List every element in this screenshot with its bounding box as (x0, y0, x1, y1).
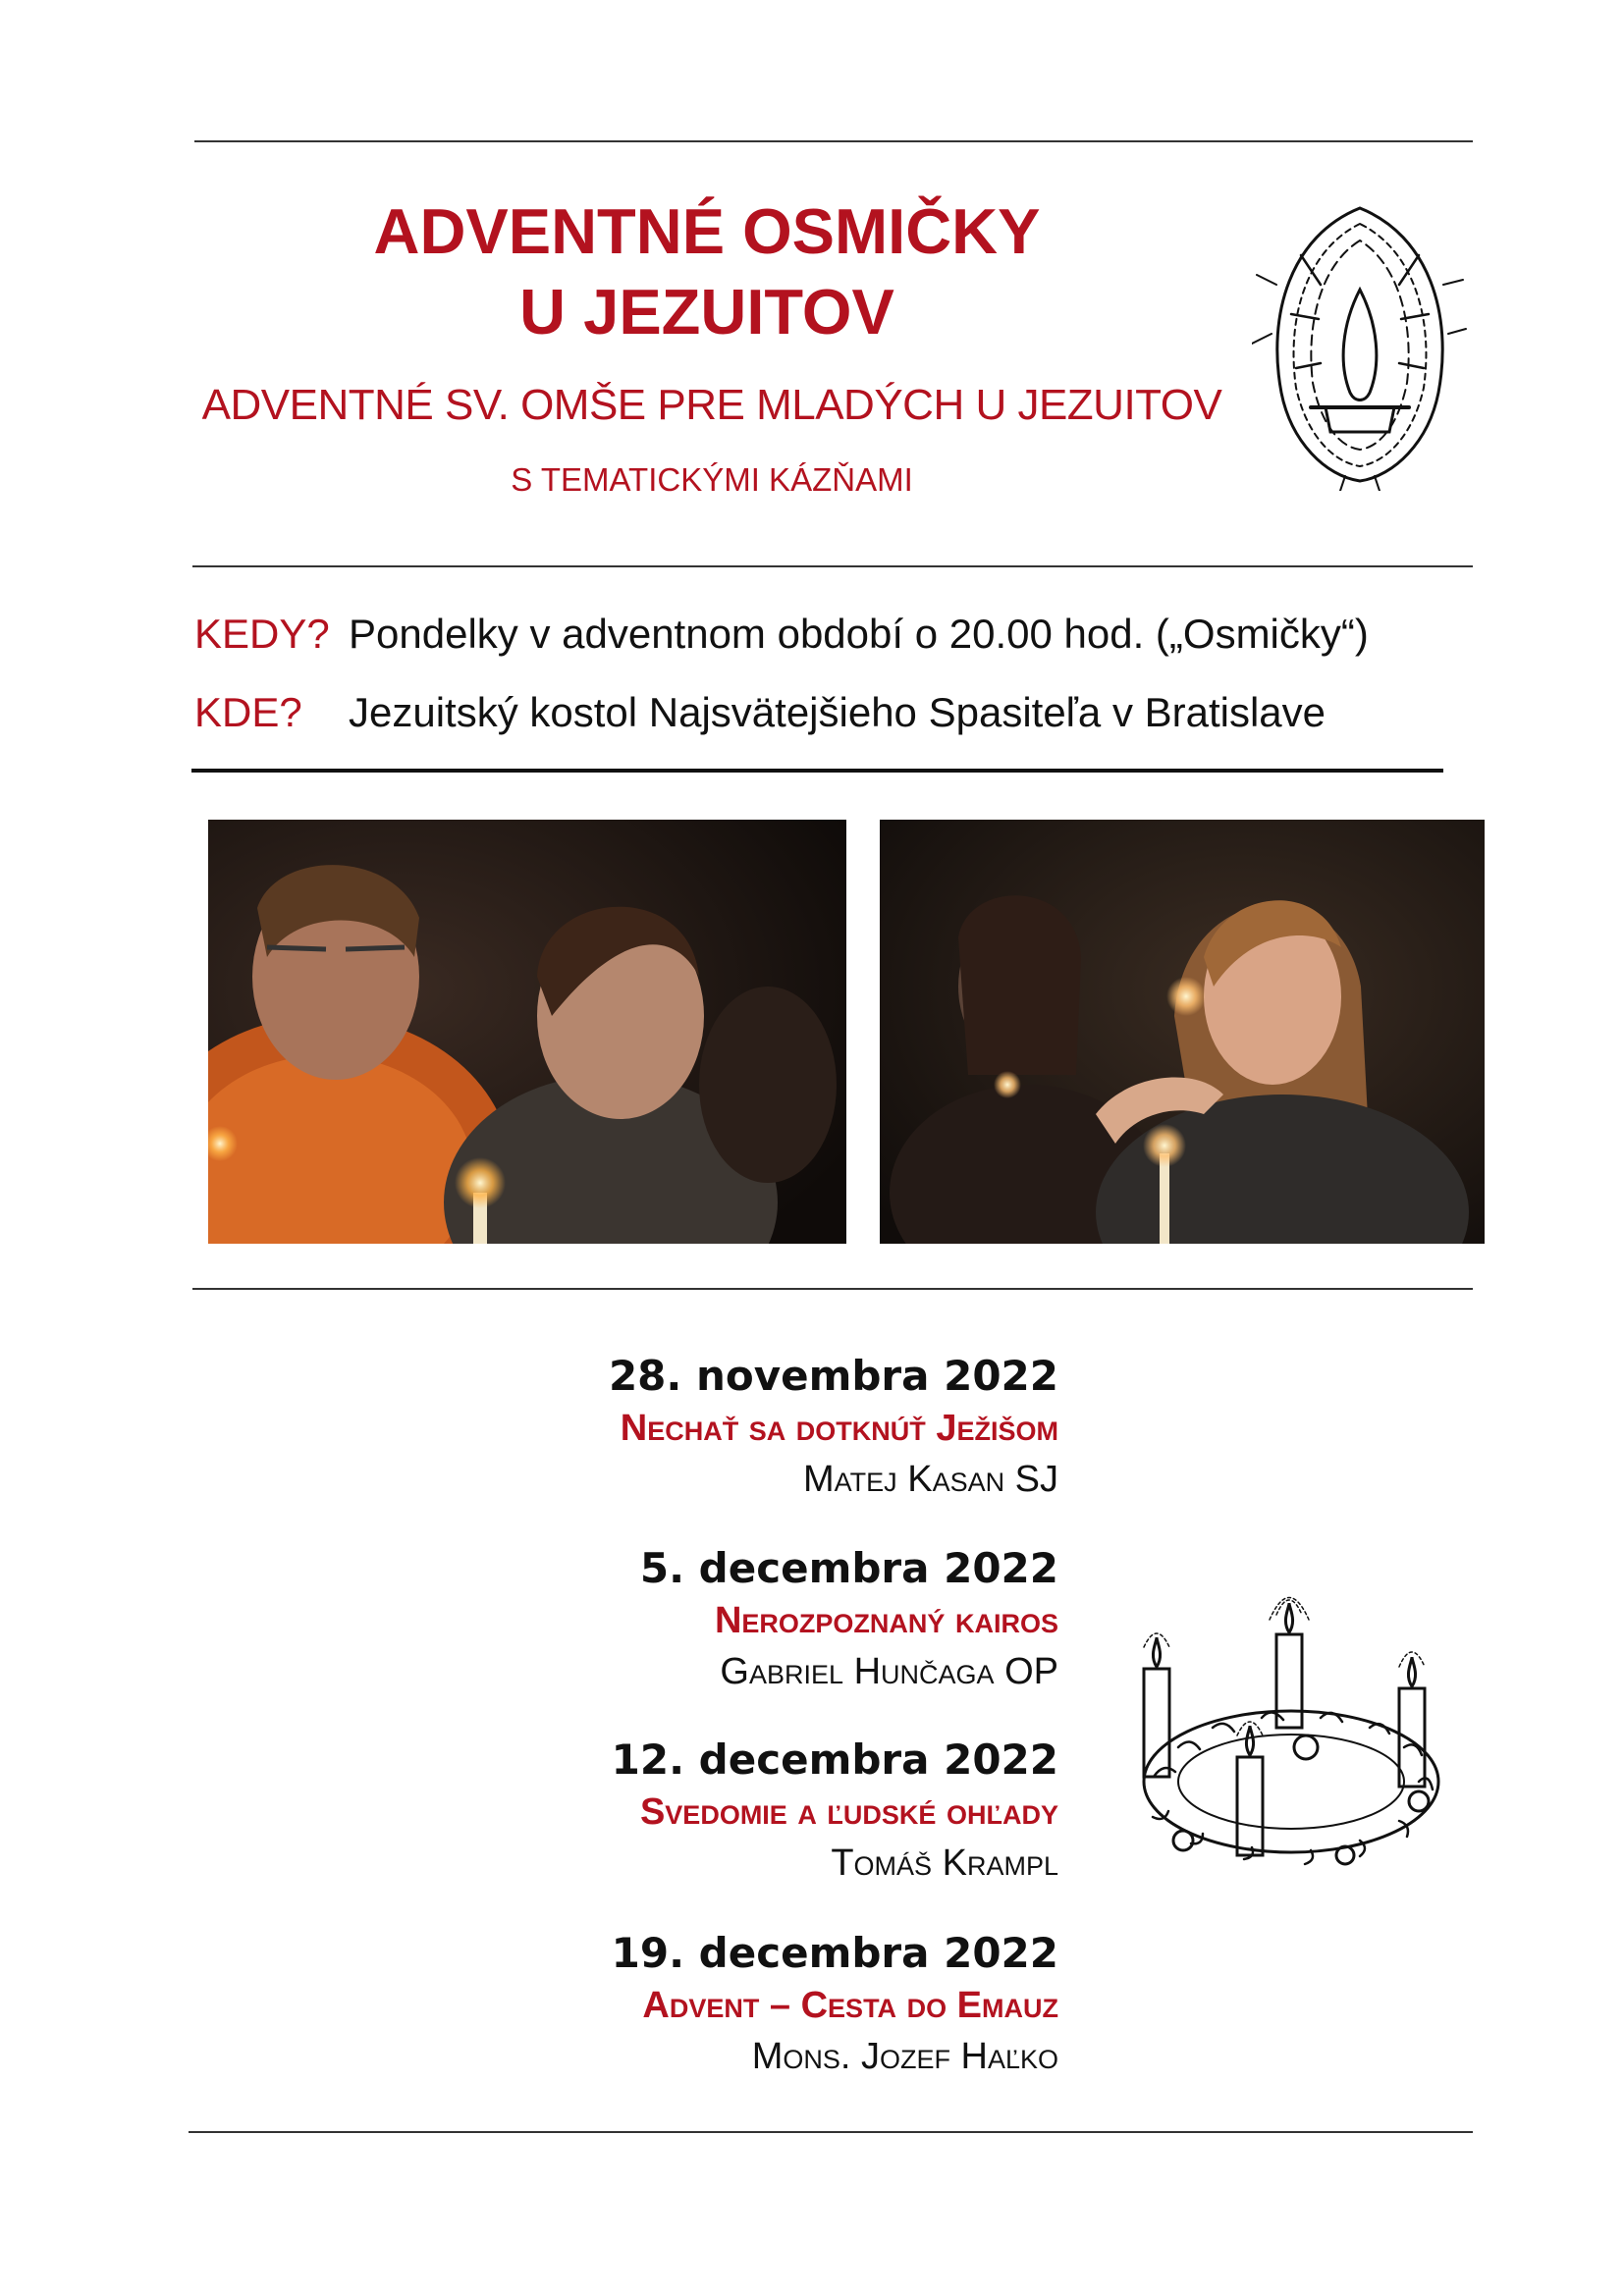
event-speaker: Matej Kasan SJ (803, 1459, 1058, 1500)
event-2 (640, 1542, 1058, 1697)
bottom-rule (189, 2131, 1473, 2133)
top-rule (194, 140, 1473, 142)
event-date: 19. decembra 2022 (611, 1929, 1058, 1977)
event-3 (612, 1734, 1058, 1889)
where-text: Jezuitský kostol Najsvätejšieho Spasiteľa v Bratislave (349, 689, 1326, 735)
page-title (324, 191, 1090, 352)
photo-young-people-candles (208, 820, 846, 1244)
where-label: KDE? (194, 689, 302, 735)
advent-wreath-icon (1124, 1580, 1458, 1890)
info-rule (191, 769, 1443, 773)
event-1 (609, 1350, 1058, 1505)
event-speaker: Gabriel Hunčaga OP (720, 1651, 1058, 1692)
event-title: Svedomie a ľudské ohľady (639, 1791, 1058, 1833)
photo-young-woman-candle (880, 820, 1485, 1244)
subtitle-secondary: S TEMATICKÝMI KÁZŇAMI (511, 461, 913, 498)
when-label: KEDY? (194, 611, 330, 657)
title-line-1: ADVENTNÉ OSMIČKY (373, 195, 1041, 267)
event-4 (612, 1927, 1058, 2082)
event-speaker: Mons. Jozef Haľko (751, 2036, 1058, 2077)
header-rule (192, 565, 1473, 567)
photo-rule (192, 1288, 1473, 1290)
when-text: Pondelky v adventnom období o 20.00 hod. („Osmičky“) (349, 611, 1369, 657)
subtitle: ADVENTNÉ SV. OMŠE PRE MLADÝCH U JEZUITOV (201, 381, 1222, 429)
title-line-2: U JEZUITOV (519, 276, 894, 347)
event-title: Nechať sa dotknúť Ježišom (620, 1408, 1058, 1449)
jesuit-flame-emblem-icon (1252, 196, 1468, 496)
event-date: 28. novembra 2022 (608, 1352, 1058, 1400)
event-title: Nerozpoznaný kairos (714, 1600, 1058, 1641)
event-speaker: Tomáš Krampl (831, 1842, 1058, 1884)
event-title: Advent – Cesta do Emauz (642, 1985, 1058, 2026)
event-date: 5. decembra 2022 (639, 1544, 1058, 1592)
event-date: 12. decembra 2022 (611, 1735, 1058, 1784)
